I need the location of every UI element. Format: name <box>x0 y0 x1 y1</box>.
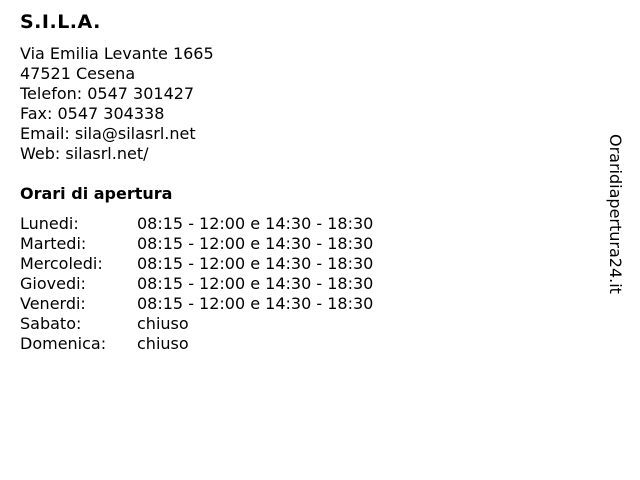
hours-row-tuesday <box>20 234 373 254</box>
fax-line: Fax: 0547 304338 <box>20 104 165 123</box>
time-value: 08:15 - 12:00 e 14:30 - 18:30 <box>137 214 374 233</box>
day-label: Martedi: <box>20 234 87 253</box>
day-label: Venerdi: <box>20 294 86 313</box>
opening-hours-table <box>20 214 373 354</box>
business-name: S.I.L.A. <box>20 11 101 33</box>
address-line: Via Emilia Levante 1665 <box>20 44 214 63</box>
day-label: Giovedi: <box>20 274 86 293</box>
time-value: 08:15 - 12:00 e 14:30 - 18:30 <box>137 294 374 313</box>
email-line: Email: sila@silasrl.net <box>20 124 196 143</box>
phone-line: Telefon: 0547 301427 <box>20 84 195 103</box>
day-label: Mercoledi: <box>20 254 103 273</box>
hours-row-sunday <box>20 334 373 354</box>
hours-row-saturday <box>20 314 373 334</box>
day-label: Sabato: <box>20 314 82 333</box>
opening-hours-heading: Orari di apertura <box>20 184 173 203</box>
web-line: Web: silasrl.net/ <box>20 144 149 163</box>
day-label: Domenica: <box>20 334 107 353</box>
time-value: 08:15 - 12:00 e 14:30 - 18:30 <box>137 274 374 293</box>
time-value: 08:15 - 12:00 e 14:30 - 18:30 <box>137 254 374 273</box>
contact-block <box>20 44 214 164</box>
time-value: chiuso <box>137 314 189 333</box>
hours-row-wednesday <box>20 254 373 274</box>
hours-row-friday <box>20 294 373 314</box>
time-value: chiuso <box>137 334 189 353</box>
hours-row-monday <box>20 214 373 234</box>
day-label: Lunedi: <box>20 214 79 233</box>
city-line: 47521 Cesena <box>20 64 136 83</box>
time-value: 08:15 - 12:00 e 14:30 - 18:30 <box>137 234 374 253</box>
site-watermark: Oraridiapertura24.it <box>606 134 625 294</box>
hours-row-thursday <box>20 274 373 294</box>
